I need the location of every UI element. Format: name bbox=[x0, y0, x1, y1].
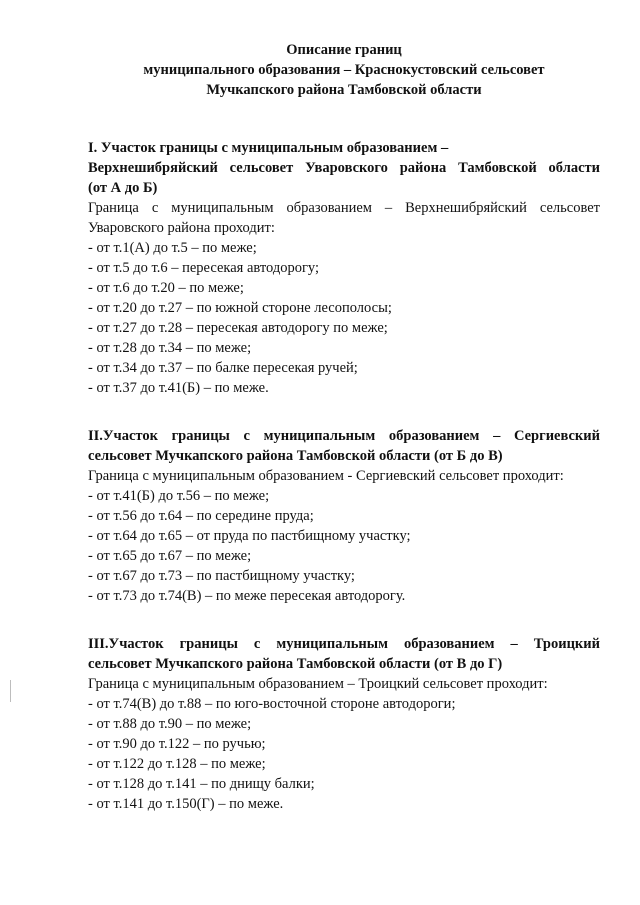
section-intro bbox=[88, 198, 600, 238]
title-line: Мучкапского района Тамбовской области bbox=[206, 82, 482, 98]
section-3 bbox=[88, 634, 600, 814]
section-2 bbox=[88, 426, 600, 606]
section-heading bbox=[88, 138, 600, 198]
list-item: - от т.5 до т.6 – пересекая автодорогу; bbox=[88, 260, 320, 276]
heading-line: сельсовет Мучкапского района Тамбовской области (от В до Г) bbox=[88, 656, 503, 672]
list-item: - от т.20 до т.27 – по южной стороне лесополосы; bbox=[88, 300, 392, 316]
section-heading bbox=[88, 426, 600, 466]
document-title bbox=[88, 40, 600, 100]
list-item: - от т.88 до т.90 – по меже; bbox=[88, 716, 252, 732]
heading-line: III.Участок границы с муниципальным образованием – Троицкий bbox=[88, 636, 600, 652]
list-item: - от т.37 до т.41(Б) – по меже. bbox=[88, 380, 269, 396]
intro-line: Граница с муниципальным образованием – Верхнешибряйский сельсовет bbox=[88, 200, 600, 216]
list-item: - от т.141 до т.150(Г) – по меже. bbox=[88, 796, 284, 812]
heading-line: I. Участок границы с муниципальным образованием – bbox=[88, 140, 449, 156]
list-item: - от т.27 до т.28 – пересекая автодорогу по меже; bbox=[88, 320, 388, 336]
section-intro bbox=[88, 466, 600, 486]
list-item: - от т.73 до т.74(В) – по меже пересекая автодорогу. bbox=[88, 588, 406, 604]
heading-line: сельсовет Мучкапского района Тамбовской области (от Б до В) bbox=[88, 448, 503, 464]
section-1 bbox=[88, 138, 600, 398]
section-intro bbox=[88, 674, 600, 694]
list-item: - от т.6 до т.20 – по меже; bbox=[88, 280, 244, 296]
list-item: - от т.67 до т.73 – по пастбищному участку; bbox=[88, 568, 355, 584]
list-item: - от т.28 до т.34 – по меже; bbox=[88, 340, 252, 356]
intro-line: Граница с муниципальным образованием – Троицкий сельсовет проходит: bbox=[88, 676, 548, 692]
list-item: - от т.34 до т.37 – по балке пересекая ручей; bbox=[88, 360, 358, 376]
list-item: - от т.64 до т.65 – от пруда по пастбищному участку; bbox=[88, 528, 411, 544]
list-item: - от т.56 до т.64 – по середине пруда; bbox=[88, 508, 314, 524]
list-item: - от т.128 до т.141 – по днищу балки; bbox=[88, 776, 315, 792]
title-line: Описание границ bbox=[286, 42, 402, 58]
intro-line: Уваровского района проходит: bbox=[88, 220, 275, 236]
scan-margin-mark bbox=[10, 680, 11, 702]
intro-line: Граница с муниципальным образованием - Сергиевский сельсовет проходит: bbox=[88, 468, 564, 484]
list-item: - от т.41(Б) до т.56 – по меже; bbox=[88, 488, 270, 504]
list-item: - от т.122 до т.128 – по меже; bbox=[88, 756, 266, 772]
list-item: - от т.65 до т.67 – по меже; bbox=[88, 548, 252, 564]
title-line: муниципального образования – Краснокустовский сельсовет bbox=[143, 62, 545, 78]
heading-line: (от А до Б) bbox=[88, 180, 158, 196]
list-item: - от т.74(В) до т.88 – по юго-восточной стороне автодороги; bbox=[88, 696, 456, 712]
list-item: - от т.90 до т.122 – по ручью; bbox=[88, 736, 266, 752]
document-page bbox=[88, 40, 600, 814]
heading-line: II.Участок границы с муниципальным образованием – Сергиевский bbox=[88, 428, 600, 444]
heading-line: Верхнешибряйский сельсовет Уваровского района Тамбовской области bbox=[88, 160, 600, 176]
section-heading bbox=[88, 634, 600, 674]
list-item: - от т.1(А) до т.5 – по меже; bbox=[88, 240, 257, 256]
